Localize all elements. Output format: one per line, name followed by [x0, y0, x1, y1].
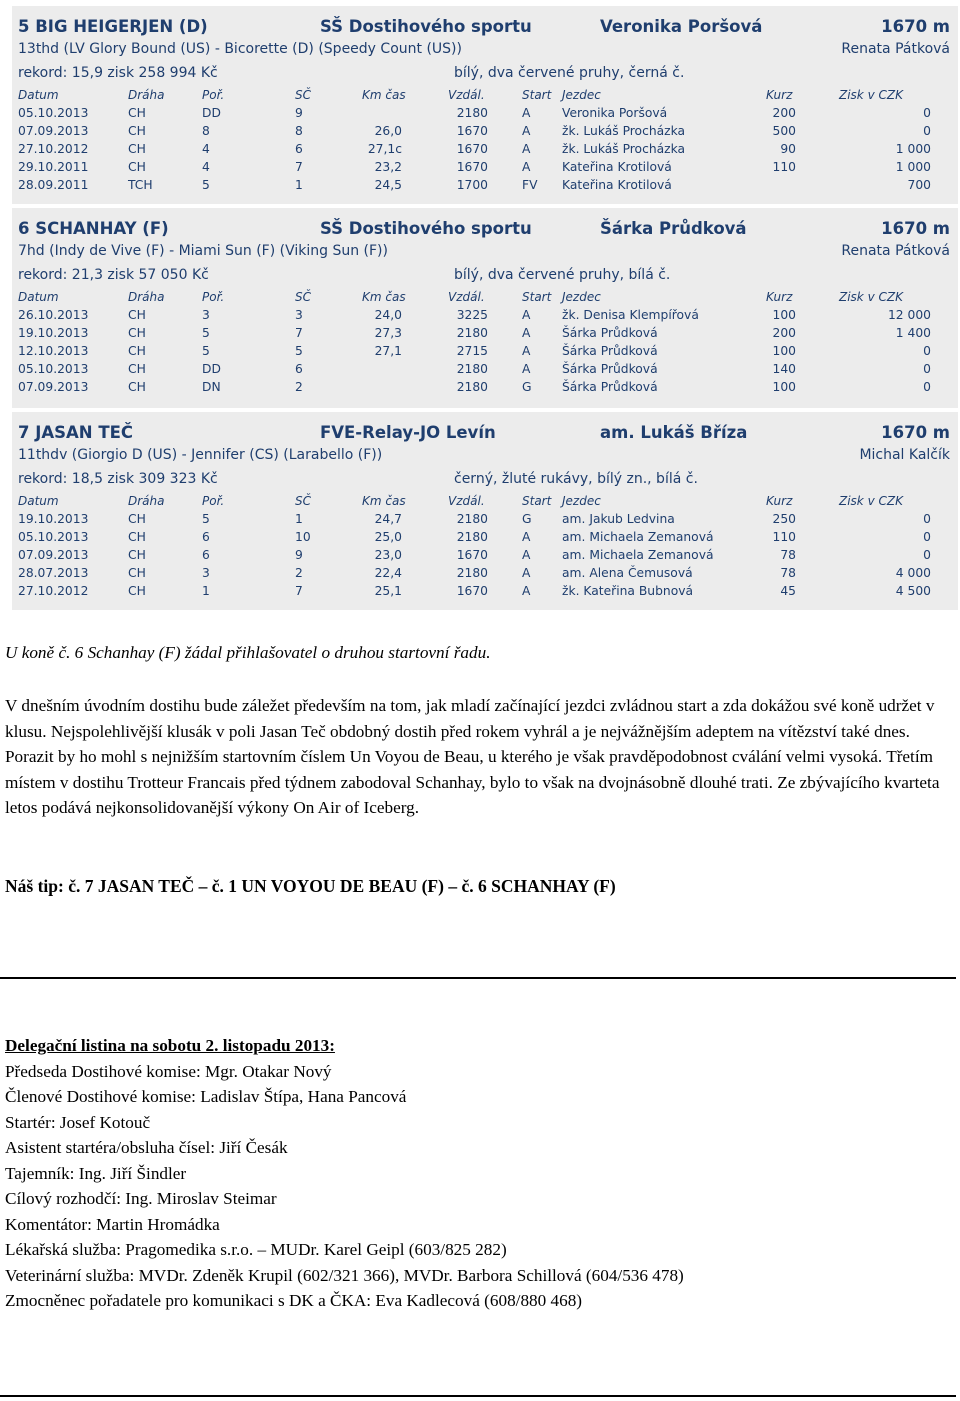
result-start-type: A	[522, 142, 531, 156]
result-winnings: 0	[923, 106, 931, 120]
result-km-time: 27,1c	[367, 142, 402, 156]
delegation-section	[5, 1033, 955, 1314]
result-start-number: 2	[295, 380, 303, 394]
results-header-rider: Jezdec	[562, 290, 601, 304]
result-date: 29.10.2011	[18, 160, 89, 174]
result-odds: 200	[772, 326, 796, 340]
result-row	[12, 344, 958, 364]
delegation-line: Cílový rozhodčí: Ing. Miroslav Steimar	[5, 1189, 277, 1208]
results-header-winnings: Zisk v CZK	[839, 290, 903, 304]
result-distance: 2180	[456, 530, 488, 544]
result-placing: 5	[202, 344, 210, 358]
result-distance: 1670	[456, 124, 488, 138]
result-placing: DD	[202, 106, 221, 120]
result-distance: 2180	[456, 362, 488, 376]
results-header-distance: Vzdál.	[448, 494, 485, 508]
result-row	[12, 178, 958, 198]
result-rider: žk. Lukáš Procházka	[562, 124, 686, 138]
result-distance: 2180	[456, 380, 488, 394]
result-start-type: FV	[522, 178, 538, 192]
result-date: 07.09.2013	[18, 380, 89, 394]
result-km-time: 23,2	[374, 160, 402, 174]
results-header-distance: Vzdál.	[448, 290, 485, 304]
results-header-winnings: Zisk v CZK	[839, 494, 903, 508]
result-winnings: 4 500	[895, 584, 931, 598]
result-winnings: 0	[923, 548, 931, 562]
results-header-km-time: Km čas	[362, 88, 406, 102]
result-row	[12, 530, 958, 550]
result-placing: 4	[202, 160, 210, 174]
delegation-line: Zmocněnec pořadatele pro komunikaci s DK a ČKA: Eva Kadlecová (608/880 468)	[5, 1291, 583, 1310]
result-distance: 2180	[456, 566, 488, 580]
result-start-type: A	[522, 124, 531, 138]
result-distance: 1670	[456, 584, 488, 598]
results-header-date: Datum	[18, 88, 59, 102]
result-track: CH	[128, 142, 146, 156]
horse-trainer: Šárka Průdková	[600, 219, 747, 238]
result-odds: 110	[772, 530, 796, 544]
commentary-paragraph: V dnešním úvodním dostihu bude záležet především na tom, jak mladí začínající jezdci zvládnou start a zda dokážou své koně udržet v klusu. Nejspolehlivější klusák v poli Jasan Teč obdobný dostih před rokem vyhrál a je nejvážnějším adeptem na vítězství také dnes. Porazit by ho mohl s nejnižším startovním číslem Un Voyou de Beau, u kterého je však pravděpodobnost cválání velmi vysoká. Třetím místem v dostihu Trotteur Francais před týdnem zabodoval Schanhay, bylo to však na dvojnásobně dlouhé trati. Ze zbývajícího kvarteta letos podává nejkonsolidovanější výkony On Air of Iceberg.	[5, 696, 940, 817]
horse-pedigree: 7hd (Indy de Vive (F) - Miami Sun (F) (Viking Sun (F))	[18, 243, 388, 259]
result-row	[12, 160, 958, 180]
result-winnings: 12 000	[887, 308, 931, 322]
results-header-start-type: Start	[522, 494, 552, 508]
result-km-time: 24,7	[374, 512, 402, 526]
result-date: 19.10.2013	[18, 326, 89, 340]
result-date: 05.10.2013	[18, 362, 89, 376]
results-header-winnings: Zisk v CZK	[839, 88, 903, 102]
delegation-line: Asistent startéra/obsluha čísel: Jiří Česák	[5, 1138, 288, 1157]
commentary-section	[5, 693, 940, 821]
result-winnings: 0	[923, 344, 931, 358]
result-distance: 2180	[456, 326, 488, 340]
results-header-track: Dráha	[128, 290, 165, 304]
horse-owner: SŠ Dostihového sportu	[320, 17, 532, 36]
result-start-type: A	[522, 326, 531, 340]
horse-driver: Renata Pátková	[841, 41, 950, 57]
result-rider: žk. Kateřina Bubnová	[562, 584, 694, 598]
horse-record: rekord: 18,5 zisk 309 323 Kč	[18, 471, 218, 487]
results-header-start-type: Start	[522, 290, 552, 304]
result-date: 07.09.2013	[18, 124, 89, 138]
result-row	[12, 326, 958, 346]
result-odds: 90	[780, 142, 796, 156]
result-odds: 140	[772, 362, 796, 376]
result-rider: am. Jakub Ledvina	[562, 512, 675, 526]
result-odds: 110	[772, 160, 796, 174]
results-header-placing: Poř.	[202, 290, 225, 304]
results-header-start-number: SČ	[295, 494, 311, 508]
horse-name: 6 SCHANHAY (F)	[18, 219, 169, 238]
result-start-number: 9	[295, 106, 303, 120]
result-track: CH	[128, 566, 146, 580]
results-header-track: Dráha	[128, 88, 165, 102]
result-odds: 250	[772, 512, 796, 526]
result-odds: 100	[772, 308, 796, 322]
result-distance: 1700	[456, 178, 488, 192]
note-section	[5, 640, 955, 666]
result-odds: 45	[780, 584, 796, 598]
result-track: CH	[128, 548, 146, 562]
result-placing: 6	[202, 530, 210, 544]
result-start-type: A	[522, 106, 531, 120]
result-date: 27.10.2012	[18, 584, 89, 598]
result-start-type: G	[522, 380, 532, 394]
horse-card	[12, 208, 958, 408]
delegation-line: Startér: Josef Kotouč	[5, 1112, 151, 1132]
result-track: TCH	[128, 178, 153, 192]
result-rider: Veronika Poršová	[562, 106, 668, 120]
result-start-number: 1	[295, 512, 303, 526]
results-header-rider: Jezdec	[562, 494, 601, 508]
horse-colors: bílý, dva červené pruhy, černá č.	[454, 65, 685, 81]
results-header-km-time: Km čas	[362, 290, 406, 304]
result-start-number: 1	[295, 178, 303, 192]
results-header-placing: Poř.	[202, 88, 225, 102]
result-track: CH	[128, 160, 146, 174]
result-rider: Šárka Průdková	[562, 344, 658, 358]
horse-pedigree: 13thd (LV Glory Bound (US) - Bicorette (D) (Speedy Count (US))	[18, 41, 462, 57]
result-track: CH	[128, 124, 146, 138]
result-date: 19.10.2013	[18, 512, 89, 526]
result-start-number: 9	[295, 548, 303, 562]
result-placing: 6	[202, 548, 210, 562]
result-rider: Šárka Průdková	[562, 362, 658, 376]
result-row	[12, 308, 958, 328]
result-winnings: 1 000	[895, 142, 931, 156]
delegation-line: Předseda Dostihové komise: Mgr. Otakar Nový	[5, 1061, 332, 1081]
tip-text: Náš tip: č. 7 JASAN TEČ – č. 1 UN VOYOU DE BEAU (F) – č. 6 SCHANHAY (F)	[5, 876, 616, 896]
result-km-time: 25,0	[374, 530, 402, 544]
result-start-number: 3	[295, 308, 303, 322]
result-start-type: G	[522, 512, 532, 526]
results-header-km-time: Km čas	[362, 494, 406, 508]
delegation-line: Tajemník: Ing. Jiří Šindler	[5, 1163, 187, 1183]
horse-card	[12, 6, 958, 204]
result-start-type: A	[522, 530, 531, 544]
result-winnings: 700	[907, 178, 931, 192]
result-track: CH	[128, 326, 146, 340]
result-rider: Šárka Průdková	[562, 326, 658, 340]
result-row	[12, 584, 958, 604]
result-track: CH	[128, 530, 146, 544]
result-start-type: A	[522, 566, 531, 580]
divider	[0, 1395, 956, 1397]
result-placing: 8	[202, 124, 210, 138]
results-header-odds: Kurz	[766, 88, 793, 102]
result-odds: 78	[780, 566, 796, 580]
horse-name: 5 BIG HEIGERJEN (D)	[18, 17, 208, 36]
result-track: CH	[128, 344, 146, 358]
result-rider: žk. Denisa Klempířová	[562, 308, 699, 322]
horse-trainer: Veronika Poršová	[600, 17, 763, 36]
delegation-line: Veterinární služba: MVDr. Zdeněk Krupil (602/321 366), MVDr. Barbora Schillová (604/536 478)	[5, 1265, 684, 1285]
result-winnings: 0	[923, 124, 931, 138]
result-distance: 3225	[456, 308, 488, 322]
result-row	[12, 566, 958, 586]
result-start-type: A	[522, 344, 531, 358]
result-placing: DN	[202, 380, 221, 394]
result-start-type: A	[522, 308, 531, 322]
result-date: 05.10.2013	[18, 530, 89, 544]
results-header-start-number: SČ	[295, 290, 311, 304]
result-start-number: 6	[295, 362, 303, 376]
result-winnings: 0	[923, 380, 931, 394]
result-odds: 200	[772, 106, 796, 120]
result-km-time: 22,4	[374, 566, 402, 580]
result-start-number: 10	[295, 530, 311, 544]
result-distance: 2180	[456, 512, 488, 526]
result-odds: 500	[772, 124, 796, 138]
result-start-type: A	[522, 160, 531, 174]
result-winnings: 1 400	[895, 326, 931, 340]
result-distance: 2715	[456, 344, 488, 358]
result-rider: am. Michaela Zemanová	[562, 548, 714, 562]
delegation-line: Lékařská služba: Pragomedika s.r.o. – MUDr. Karel Geipl (603/825 282)	[5, 1240, 507, 1259]
result-winnings: 0	[923, 362, 931, 376]
result-rider: Kateřina Krotilová	[562, 160, 672, 174]
horse-driver: Renata Pátková	[841, 243, 950, 259]
result-km-time: 24,0	[374, 308, 402, 322]
result-start-number: 2	[295, 566, 303, 580]
result-start-number: 5	[295, 344, 303, 358]
result-winnings: 0	[923, 530, 931, 544]
results-header-placing: Poř.	[202, 494, 225, 508]
result-date: 26.10.2013	[18, 308, 89, 322]
results-header-start-number: SČ	[295, 88, 311, 102]
result-distance: 1670	[456, 548, 488, 562]
tip-section	[5, 874, 955, 900]
result-placing: 5	[202, 326, 210, 340]
result-odds: 100	[772, 380, 796, 394]
result-track: CH	[128, 362, 146, 376]
note-text: U koně č. 6 Schanhay (F) žádal přihlašovatel o druhou startovní řadu.	[5, 643, 491, 662]
delegation-line: Členové Dostihové komise: Ladislav Štípa, Hana Pancová	[5, 1087, 407, 1106]
result-start-number: 6	[295, 142, 303, 156]
result-distance: 2180	[456, 106, 488, 120]
horse-owner: FVE-Relay-JO Levín	[320, 423, 496, 442]
result-start-number: 7	[295, 160, 303, 174]
result-date: 27.10.2012	[18, 142, 89, 156]
result-distance: 1670	[456, 160, 488, 174]
results-header-rider: Jezdec	[562, 88, 601, 102]
result-distance: 1670	[456, 142, 488, 156]
result-placing: 3	[202, 308, 210, 322]
result-rider: am. Alena Čemusová	[562, 566, 693, 580]
result-placing: 5	[202, 512, 210, 526]
result-placing: 4	[202, 142, 210, 156]
result-rider: Šárka Průdková	[562, 380, 658, 394]
result-date: 05.10.2013	[18, 106, 89, 120]
result-start-number: 8	[295, 124, 303, 138]
results-header-start-type: Start	[522, 88, 552, 102]
results-header-date: Datum	[18, 494, 59, 508]
result-track: CH	[128, 308, 146, 322]
horse-record: rekord: 15,9 zisk 258 994 Kč	[18, 65, 218, 81]
horse-pedigree: 11thdv (Giorgio D (US) - Jennifer (CS) (Larabello (F))	[18, 447, 383, 463]
result-placing: DD	[202, 362, 221, 376]
race-distance: 1670 m	[881, 423, 950, 442]
horse-record: rekord: 21,3 zisk 57 050 Kč	[18, 267, 209, 283]
results-header-distance: Vzdál.	[448, 88, 485, 102]
result-winnings: 0	[923, 512, 931, 526]
result-start-type: A	[522, 362, 531, 376]
results-header-track: Dráha	[128, 494, 165, 508]
result-track: CH	[128, 106, 146, 120]
result-km-time: 27,3	[374, 326, 402, 340]
result-row	[12, 106, 958, 126]
horse-colors: černý, žluté rukávy, bílý zn., bílá č.	[454, 471, 698, 487]
results-header-odds: Kurz	[766, 494, 793, 508]
horse-driver: Michal Kalčík	[859, 447, 950, 463]
result-date: 28.07.2013	[18, 566, 89, 580]
results-header-date: Datum	[18, 290, 59, 304]
results-header-odds: Kurz	[766, 290, 793, 304]
horse-name: 7 JASAN TEČ	[18, 423, 133, 442]
result-placing: 1	[202, 584, 210, 598]
result-odds: 100	[772, 344, 796, 358]
result-row	[12, 124, 958, 144]
result-row	[12, 142, 958, 162]
horse-colors: bílý, dva červené pruhy, bílá č.	[454, 267, 671, 283]
result-track: CH	[128, 512, 146, 526]
result-row	[12, 380, 958, 400]
delegation-title: Delegační listina na sobotu 2. listopadu 2013:	[5, 1036, 335, 1055]
result-odds: 78	[780, 548, 796, 562]
result-placing: 5	[202, 178, 210, 192]
result-start-number: 7	[295, 584, 303, 598]
result-row	[12, 512, 958, 532]
result-row	[12, 548, 958, 568]
delegation-line: Komentátor: Martin Hromádka	[5, 1214, 220, 1234]
race-distance: 1670 m	[881, 17, 950, 36]
result-track: CH	[128, 380, 146, 394]
result-date: 07.09.2013	[18, 548, 89, 562]
result-start-type: A	[522, 548, 531, 562]
result-winnings: 1 000	[895, 160, 931, 174]
result-rider: žk. Lukáš Procházka	[562, 142, 686, 156]
result-km-time: 26,0	[374, 124, 402, 138]
result-km-time: 24,5	[374, 178, 402, 192]
horse-trainer: am. Lukáš Bříza	[600, 423, 748, 442]
result-start-type: A	[522, 584, 531, 598]
result-date: 28.09.2011	[18, 178, 89, 192]
horse-card	[12, 412, 958, 610]
result-km-time: 27,1	[374, 344, 402, 358]
horse-owner: SŠ Dostihového sportu	[320, 219, 532, 238]
result-km-time: 23,0	[374, 548, 402, 562]
result-km-time: 25,1	[374, 584, 402, 598]
result-row	[12, 362, 958, 382]
divider	[0, 977, 956, 979]
result-rider: am. Michaela Zemanová	[562, 530, 714, 544]
result-rider: Kateřina Krotilová	[562, 178, 672, 192]
race-distance: 1670 m	[881, 219, 950, 238]
result-track: CH	[128, 584, 146, 598]
result-date: 12.10.2013	[18, 344, 89, 358]
result-winnings: 4 000	[895, 566, 931, 580]
result-start-number: 7	[295, 326, 303, 340]
result-placing: 3	[202, 566, 210, 580]
